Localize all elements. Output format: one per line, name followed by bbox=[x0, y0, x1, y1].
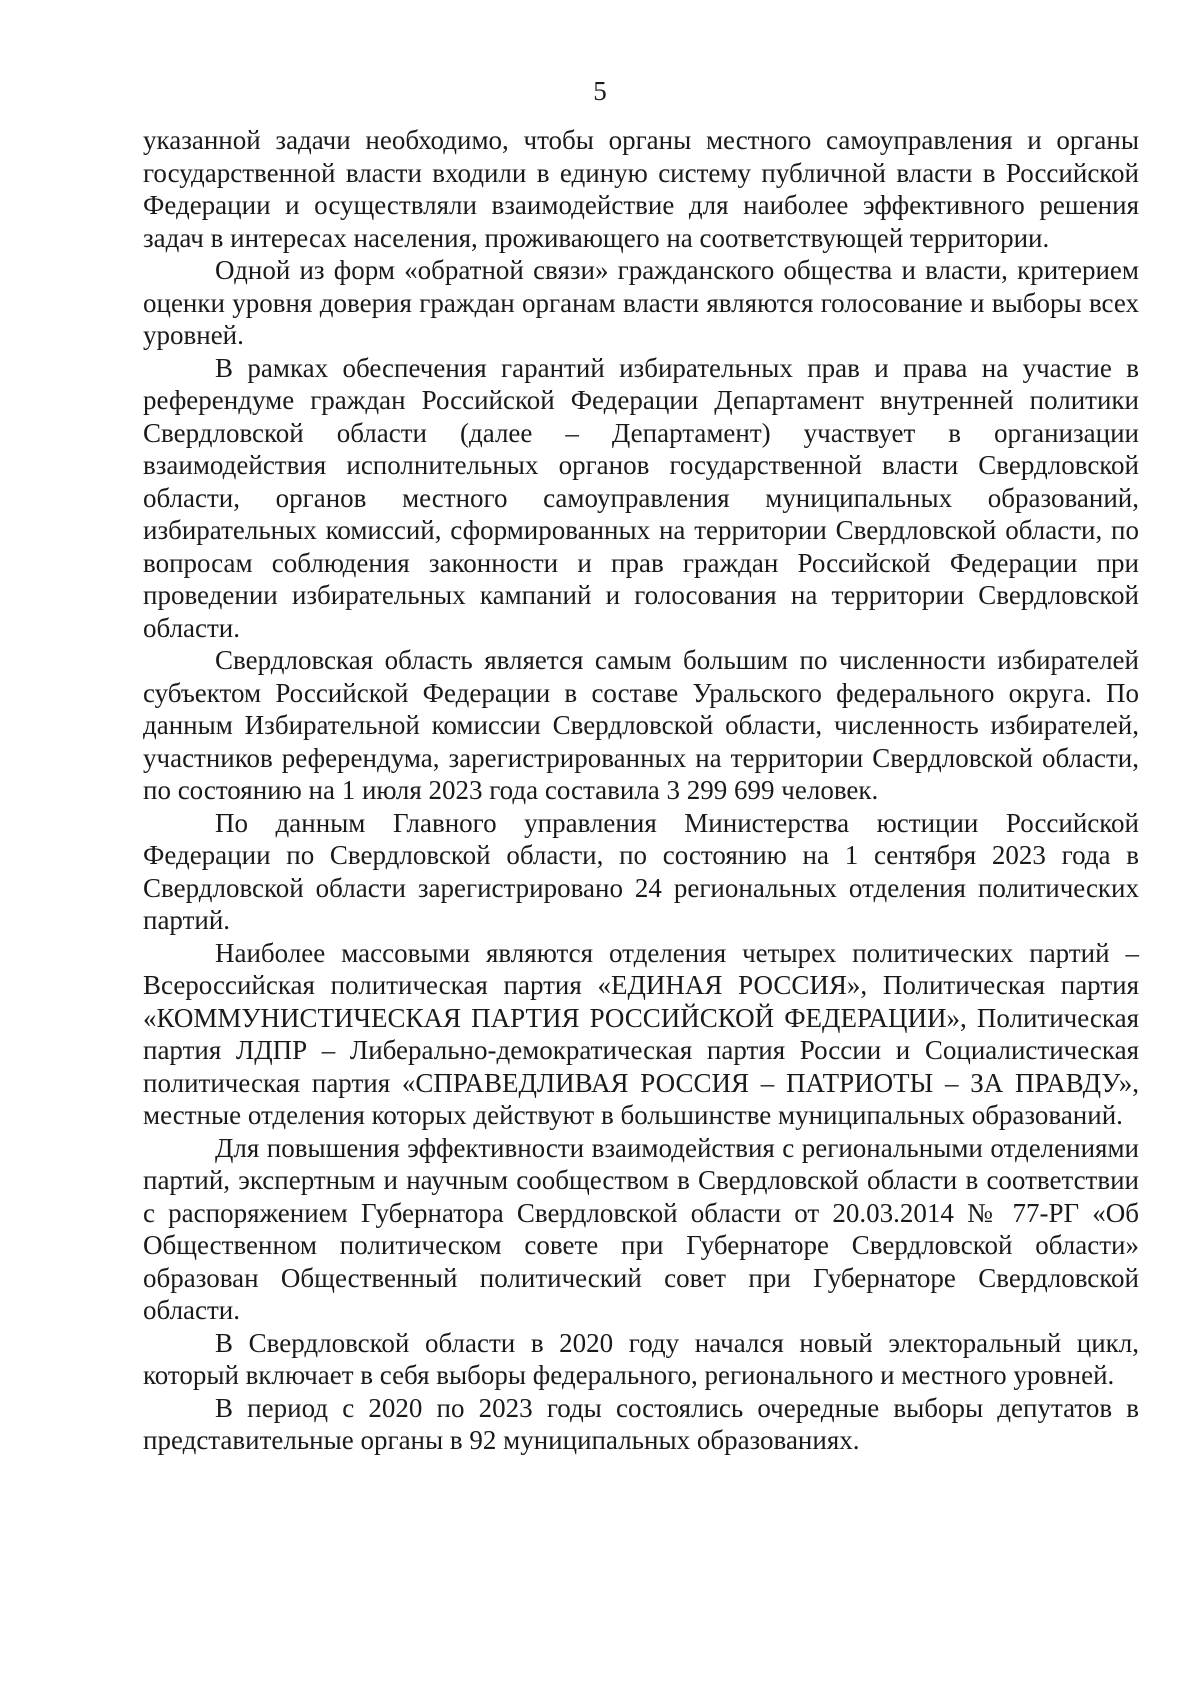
paragraph-continuation: указанной задачи необходимо, чтобы органы местного самоуправления и органы государственной власти входили в единую систему публичной власти в Российской Федерации и осуществляли взаимодействие для наиболее эффективного решения задач в интересах населения, проживающего на соответствующей территории. bbox=[143, 125, 1139, 253]
paragraph-political-council: Для повышения эффективности взаимодействия с региональными отделениями партий, экспертным и научным сообществом в Свердловской области в соответствии с распоряжением Губернатора Свердловской области от 20.03.2014 № 77-РГ «Об Общественном политическом совете при Губернаторе Свердловской области» образован Общественный политический совет при Губернаторе Свердловской области. bbox=[143, 1132, 1139, 1325]
paragraph-feedback-forms: Одной из форм «обратной связи» гражданского общества и власти, критерием оценки уровня доверия граждан органам власти являются голосование и выборы всех уровней. bbox=[143, 255, 1139, 350]
paragraph-electoral-cycle: В Свердловской области в 2020 году начался новый электоральный цикл, который включает в себя выборы федерального, регионального и местного уровней. bbox=[143, 1327, 1139, 1390]
paragraph-municipal-elections: В период с 2020 по 2023 годы состоялись очередные выборы депутатов в представительные органы в 92 муниципальных образованиях. bbox=[143, 1392, 1139, 1455]
paragraph-department-role: В рамках обеспечения гарантий избирательных прав и права на участие в референдуме граждан Российской Федерации Департамент внутренней политики Свердловской области (далее – Департамент) участвует в организации взаимодействия исполнительных органов государственной власти Свердловской области, органов местного самоуправления муниципальных образований, избирательных комиссий, сформированных на территории Свердловской области, по вопросам соблюдения законности и прав граждан Российской Федерации при проведении избирательных кампаний и голосования на территории Свердловской области. bbox=[143, 352, 1139, 643]
paragraph-major-parties: Наиболее массовыми являются отделения четырех политических партий – Всероссийская политическая партия «ЕДИНАЯ РОССИЯ», Политическая партия «КОММУНИСТИЧЕСКАЯ ПАРТИЯ РОССИЙСКОЙ ФЕДЕРАЦИИ», Политическая партия ЛДПР – Либерально-демократическая партия России и Социалистическая политическая партия «СПРАВЕДЛИВАЯ РОССИЯ – ПАТРИОТЫ – ЗА ПРАВДУ», местные отделения которых действуют в большинстве муниципальных образований. bbox=[143, 937, 1139, 1130]
paragraph-voter-count: Свердловская область является самым большим по численности избирателей субъектом Российской Федерации в составе Уральского федерального округа. По данным Избирательной комиссии Свердловской области, численность избирателей, участников референдума, зарегистрированных на территории Свердловской области, по состоянию на 1 июля 2023 года составила 3 299 699 человек. bbox=[143, 645, 1139, 805]
paragraph-registered-parties: По данным Главного управления Министерства юстиции Российской Федерации по Свердловской области, по состоянию на 1 сентября 2023 года в Свердловской области зарегистрировано 24 региональных отделения политических партий. bbox=[143, 807, 1139, 935]
document-body bbox=[143, 124, 1139, 1457]
page-number: 5 bbox=[593, 76, 607, 106]
